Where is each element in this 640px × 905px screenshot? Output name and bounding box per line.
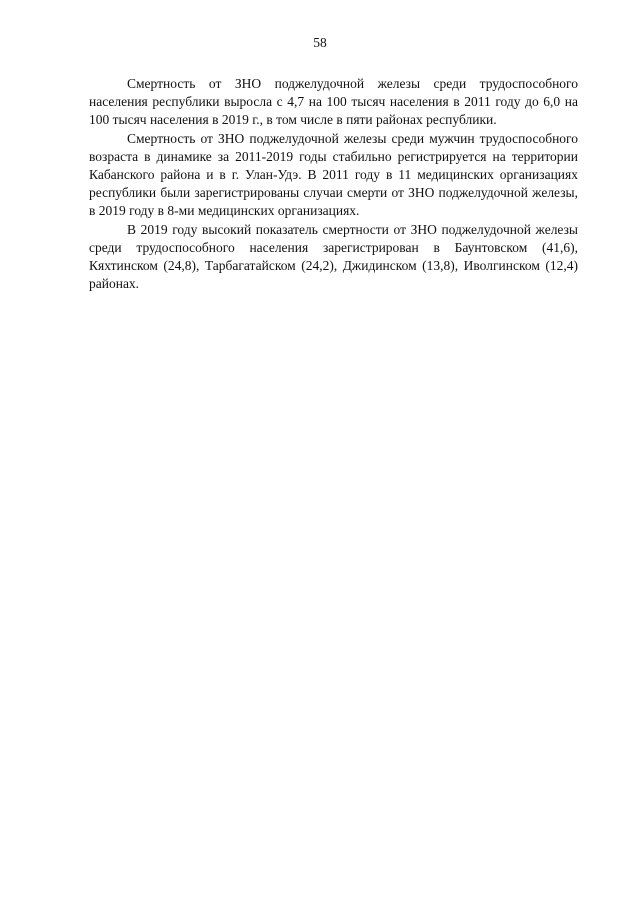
paragraph-mortality-men: Смертность от ЗНО поджелудочной железы среди мужчин трудоспособного возраста в динамике за 2011-2019 годы стабильно регистрируется на территории Кабанского района и в г. Улан-Удэ. В 2011 году в 11 медицинских организациях республики были зарегистрированы случаи смерти от ЗНО поджелудочной железы, в 2019 году в 8-ми медицинских организациях. bbox=[89, 130, 578, 219]
document-body bbox=[89, 75, 578, 293]
paragraph-mortality-districts-2019: В 2019 году высокий показатель смертности от ЗНО поджелудочной железы среди трудоспособного населения зарегистрирован в Баунтовском (41,6), Кяхтинском (24,8), Тарбагатайском (24,2), Джидинском (13,8), Иволгинском (12,4) районах. bbox=[89, 221, 578, 292]
paragraph-mortality-working-age: Смертность от ЗНО поджелудочной железы среди трудоспособного населения республики выросла с 4,7 на 100 тысяч населения в 2011 году до 6,0 на 100 тысяч населения в 2019 г., в том числе в пяти районах республики. bbox=[89, 76, 578, 128]
page-number: 58 bbox=[313, 35, 327, 50]
